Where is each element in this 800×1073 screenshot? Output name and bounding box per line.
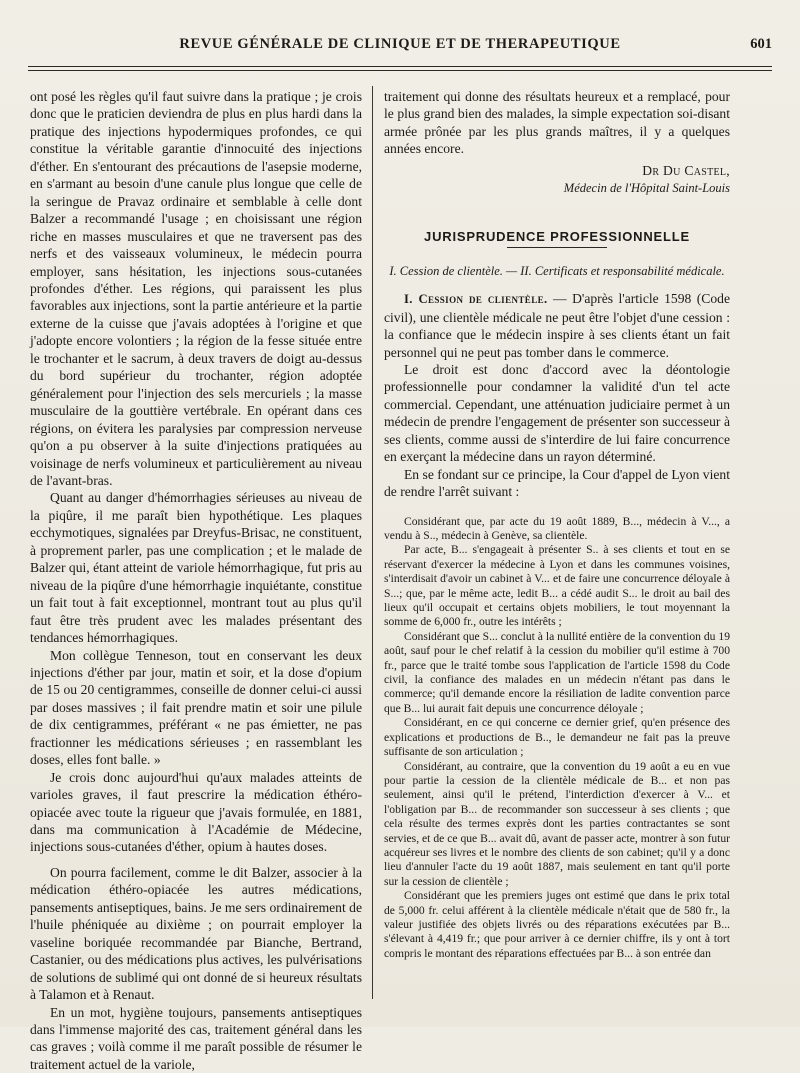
judgment-paragraph: Par acte, B... s'engageait à présenter S.. à ses clients et tout en se réservant d'exercer la médecine à Lyon et dans les communes voisines, s'interdisait d'avoir un cabinet à V... et de faire une concurrence déloyale à S...; que, par le même acte, ledit B... a cédé audit S... le droit au bail des lieux qu'il occupait et certains objets mobiliers, le tout moyennant la somme de 6,000 fr., outre les intérêts ; [384,543,730,629]
judgment-paragraph: Considérant que S... conclut à la nullité entière de la convention du 19 août, sauf pour le chef relatif à la cession du mobilier qu'il estime à 700 fr., parce que le traité tombe sous l'application de l'article 1598 du Code civil, la confiance des malades en un médecin n'étant pas dans le commerce; qu'il demande encore la résiliation de ladite convention parce que B... lui aurait fait depuis une concurrence déloyale ; [384,629,730,715]
header-rule-thin [28,70,772,71]
left-column [30,88,362,1073]
author-name: Dr Du Castel, [642,162,730,178]
judgment-paragraph: Considérant que les premiers juges ont estimé que dans le prix total de 5,000 fr. celui afférent à la clientèle médicale n'était que de 580 fr., la valeur justifiée des objets livrés ou des réparations exécutées par B... s'élevant à 4,419 fr.; que pour arriver à ce dernier chiffre, ils y ont à tort compris le montant des réparations effectuées par B... à son entrée dan [384,889,730,960]
journal-title: REVUE GÉNÉRALE DE CLINIQUE ET DE THERAPEUTIQUE [179,36,621,52]
page-number: 601 [750,36,772,52]
header-rule [28,66,772,67]
paragraph: On pourra facilement, comme le dit Balzer, associer à la médication éthéro-opiacée les autres médications, pansements antiseptiques, bains. Je me sers ordinairement de l'huile phéniquée au dixième ; on pourrait employer la vaseline boriquée recommandée par Bianche, Bertrand, Castanier, ou des médications plus actives, les pulvérisations de solutions de sublimé qui ont donné de si heureux résultats à Talamon et à Renaut. [30,864,362,1003]
running-header [28,36,772,58]
section-underline [507,247,607,248]
subhead-text: I. Cession de clientèle. — II. Certificats et responsabilité médicale. [389,264,725,279]
column-divider [372,86,373,999]
paragraph: Mon collègue Tenneson, tout en conservant les deux injections d'éther par jour, matin et soir, et la dose d'opium de 15 ou 20 centigrammes, conseille de donner celui-ci aussi par doses massives ; il fait prendre matin et soir une pilule de dix centigrammes, préférant « ne pas émietter, ne pas fractionner les médications sérieuses ; en rassemblant les doses, elles font balle. » [30,647,362,768]
author-role: Médecin de l'Hôpital Saint-Louis [563,181,730,196]
judgment-paragraph: Considérant, au contraire, que la convention du 19 août a eu en vue pour partie la cession de la clientèle médicale de B... et non pas seulement, ainsi qu'il le prétend, l'interdiction d'exercer à V... et l'obligation par B... de recommander son successeur à ses clients ; que cela résulte des termes exprès dont les parties contractantes se sont servies, et de ce que B... avait dû, avant de passer acte, montrer à son futur acquéreur ses livres et le nombre des clients de son cabinet; qu'il y a donc lieu d'annuler l'acte du 19 août 1887, mais seulement en tant qu'il porte sur la cession de clientèle ; [384,759,730,888]
section-subhead [384,264,730,278]
right-column [384,88,730,961]
paragraph: En un mot, hygiène toujours, pansements antiseptiques dans l'immense majorité des cas, traitement général dans les cas graves ; voilà comme il me paraît possible de résumer le traitement actuel de la variole, [30,1004,362,1072]
paragraph: Je crois donc aujourd'hui qu'aux malades atteints de varioles graves, il faut prescrire la médication éthéro-opiacée avec toute la rigueur que j'avais formulée, en 1881, dans ma communication à l'Académie de Médecine, injections sous-cutanées d'éther, opium à hautes doses. [30,769,362,855]
section-title: JURISPRUDENCE PROFESSIONNELLE [424,228,690,244]
paragraph [384,290,730,361]
paragraph: En se fondant sur ce principe, la Cour d'appel de Lyon vient de rendre l'arrêt suivant : [384,466,730,500]
paragraph: Quant au danger d'hémorrhagies sérieuses au niveau de la piqûre, il me paraît bien hypothétique. Les plaques ecchymotiques, signalées par Dreyfus-Brisac, ne constituent, à proprement parler, pas une complication ; et le malade de Balzer qui, étant atteint de variole hémorrhagique, fut pris au niveau de la piqûre d'une hémorrhagie inquiétante, constitue un fait tout à fait exceptionnel, montrant tout au plus qu'il faut être très prudent avec les malades présentant des tendances hémorrhagiques. [30,490,362,646]
paragraph-text: — D'après l'article 1598 (Code civil), une clientèle médicale ne peut être l'objet d'une cession : la confiance que le médecin inspire à ses clients étant un fait personnel qui ne peut pas tomber dans le commerce. [384,291,730,360]
author-signature [384,162,730,198]
judgment-text [384,515,730,962]
judgment-paragraph: Considérant, en ce qui concerne ce dernier grief, qu'en présence des explications et productions de B.., le demandeur ne fait pas la preuve suffisante de son articulation ; [384,716,730,759]
judgment-paragraph: Considérant que, par acte du 19 août 1889, B..., médecin à V..., a vendu à S.., médecin à Genève, sa clientèle. [384,514,730,543]
paragraph: traitement qui donne des résultats heureux et a remplacé, pour le plus grand bien des malades, la simple expectation soi-disant armée prônée par les plus grands maîtres, il y a quelques années encore. [384,89,730,157]
paragraph: ont posé les règles qu'il faut suivre dans la pratique ; je crois donc que le praticien deviendra de plus en plus hardi dans la pratique des injections hypodermiques profondes, ce qui constitue la véritable garantie d'innocuité des injections d'éther. En s'entourant des précautions de l'asepsie moderne, en s'armant au besoin d'une canule plus longue que celle de la seringue de Pravaz ordinaire et semblable à celle dont Balzer a recommandé l'usage ; en choisissant une région riche en masses musculaires et que ne traversent pas des nerfs et des vaisseaux volumineux, le médecin pourra employer, sans hésitation, les injections sous-cutanées profondes d'éther. Les régions, qui paraissent les plus favorables aux injections, sont la partie antérieure et la partie externe de la cuisse que j'avais adoptées à l'origine et que j'adopte encore volontiers ; la région de la fesse située entre le trochanter et le sacrum, à deux travers de doigt au-dessus du bord supérieur du trochanter, région adoptée généralement pour l'injection des sels mercuriels ; la masse musculaire de la gouttière vertébrale. En opérant dans ces régions, on évitera les paralysies par compression nerveuse qu'on a pu observer à la suite d'injections pratiquées au voisinage de nerfs volumineux et particulièrement au niveau de l'avant-bras. [30,89,362,488]
lead-label: I. Cession de clientèle. [404,292,548,307]
paragraph: Le droit est donc d'accord avec la déontologie professionnelle pour condamner la validité d'un tel acte commercial. Cependant, une atténuation judiciaire permet à un médecin de prendre l'engagement de présenter son successeur à ses clients, comme aussi de s'interdire de lui faire concurrence en exerçant la médecine dans un rayon déterminé. [384,361,730,465]
